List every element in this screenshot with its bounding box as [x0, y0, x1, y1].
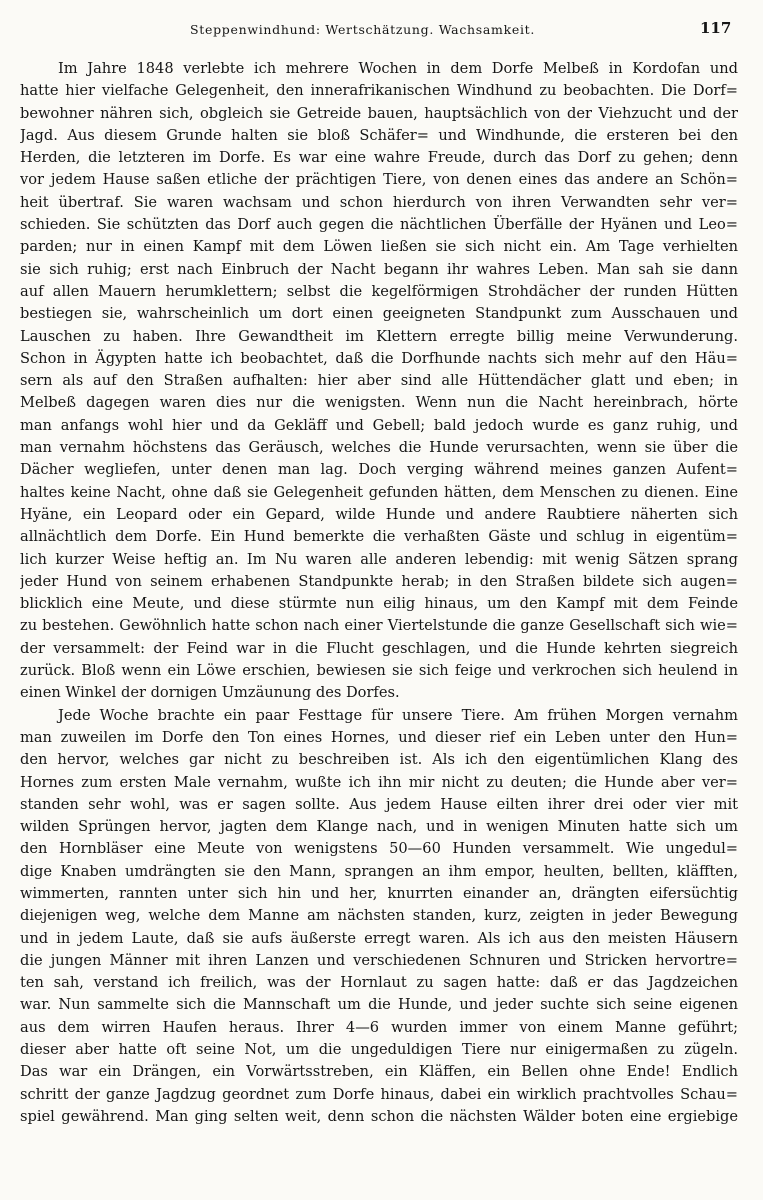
text-line: Schon in Ägypten hatte ich beobachtet, daß die Dorfhunde nachts sich mehr auf den Häu=	[20, 349, 738, 367]
page-header	[0, 0, 763, 50]
running-head: Steppenwindhund: Wertschätzung. Wachsamkeit.	[190, 22, 536, 37]
text-line: aus dem wirren Haufen heraus. Ihrer 4—6 wurden immer von einem Manne geführt;	[20, 1018, 738, 1036]
text-line: schritt der ganze Jagdzug geordnet zum Dorfe hinaus, dabei ein wirklich prachtvolles Schau=	[20, 1085, 738, 1103]
text-line: Dächer wegliefen, unter denen man lag. Doch verging während meines ganzen Aufent=	[20, 461, 738, 479]
text-line: blicklich eine Meute, und diese stürmte nun eilig hinaus, um den Kampf mit dem Feinde	[20, 595, 738, 613]
text-line: sern als auf den Straßen aufhalten: hier aber sind alle Hüttendächer glatt und eben; in	[20, 372, 738, 390]
text-line: auf allen Mauern herumklettern; selbst die kegelförmigen Strohdächer der runden Hütten	[20, 282, 738, 300]
text-line: Hyäne, ein Leopard oder ein Gepard, wilde Hunde und andere Raubtiere näherten sich	[20, 505, 738, 523]
text-line: haltes keine Nacht, ohne daß sie Gelegenheit gefunden hätten, dem Menschen zu dienen. Eine	[20, 483, 738, 501]
text-line: heit übertraf. Sie waren wachsam und schon hierdurch von ihren Verwandten sehr ver=	[20, 193, 738, 211]
text-line: den Hornbläser eine Meute von wenigstens 50—60 Hunden versammelt. Wie ungedul=	[20, 840, 738, 858]
text-line: man zuweilen im Dorfe den Ton eines Hornes, und dieser rief ein Leben unter den Hun=	[20, 728, 738, 746]
text-line: Im Jahre 1848 verlebte ich mehrere Wochen in dem Dorfe Melbeß in Kordofan und	[58, 60, 738, 77]
text-line: hatte hier vielfache Gelegenheit, den innerafrikanischen Windhund zu beobachten. Die Dorf=	[20, 82, 738, 100]
text-line: jeder Hund von seinem erhabenen Standpunkte herab; in den Straßen bildete sich augen=	[20, 572, 738, 590]
text-line: die jungen Männer mit ihren Lanzen und verschiedenen Schnuren und Stricken hervortre=	[20, 951, 738, 969]
text-line: Lauschen zu haben. Ihre Gewandtheit im Klettern erregte billig meine Verwunderung.	[20, 327, 738, 345]
page-number: 117	[700, 19, 732, 37]
text-line: dieser aber hatte oft seine Not, um die ungeduldigen Tiere nur einigermaßen zu zügeln.	[20, 1041, 738, 1059]
body-text	[20, 58, 738, 1128]
text-line: und in jedem Laute, daß sie aufs äußerste erregt waren. Als ich aus den meisten Häusern	[20, 929, 738, 947]
text-line: bewohner nähren sich, obgleich sie Getreide bauen, hauptsächlich von der Viehzucht und der	[20, 104, 738, 122]
text-line: lich kurzer Weise heftig an. Im Nu waren alle anderen lebendig: mit wenig Sätzen sprang	[20, 550, 738, 568]
text-line: spiel gewährend. Man ging selten weit, denn schon die nächsten Wälder boten eine ergiebige	[20, 1107, 738, 1125]
text-line: ten sah, verstand ich freilich, was der Hornlaut zu sagen hatte: daß er das Jagdzeichen	[20, 974, 738, 992]
text-line: der versammelt: der Feind war in die Flucht geschlagen, und die Hunde kehrten siegreich	[20, 639, 738, 657]
text-line: diejenigen weg, welche dem Manne am nächsten standen, kurz, zeigten in jeder Bewegung	[20, 907, 738, 925]
text-line: zu bestehen. Gewöhnlich hatte schon nach einer Viertelstunde die ganze Gesellschaft sich wie=	[20, 617, 738, 635]
text-line: Melbeß dagegen waren dies nur die wenigsten. Wenn nun die Nacht hereinbrach, hörte	[20, 394, 738, 412]
text-line: standen sehr wohl, was er sagen sollte. Aus jedem Hause eilten ihrer drei oder vier mit	[20, 795, 738, 813]
text-line: dige Knaben umdrängten sie den Mann, sprangen an ihm empor, heulten, bellten, kläfften,	[20, 862, 738, 880]
text-line: allnächtlich dem Dorfe. Ein Hund bemerkte die verhaßten Gäste und schlug in eigentüm=	[20, 528, 738, 546]
text-line: den hervor, welches gar nicht zu beschreiben ist. Als ich den eigentümlichen Klang des	[20, 751, 738, 769]
text-line: wimmerten, rannten unter sich hin und her, knurrten einander an, drängten eifersüchtig	[20, 884, 738, 902]
text-line: sie sich ruhig; erst nach Einbruch der Nacht begann ihr wahres Leben. Man sah sie dann	[20, 260, 738, 278]
text-line: Hornes zum ersten Male vernahm, wußte ich ihn mir nicht zu deuten; die Hunde aber ver=	[20, 773, 738, 791]
paragraph	[20, 58, 738, 705]
text-line: man vernahm höchstens das Geräusch, welches die Hunde verursachten, wenn sie über die	[20, 439, 738, 457]
text-line: vor jedem Hause saßen etliche der prächtigen Tiere, von denen eines das andere an Schön=	[20, 171, 738, 189]
text-line: war. Nun sammelte sich die Mannschaft um die Hunde, und jeder suchte sich seine eigenen	[20, 996, 738, 1014]
text-line: man anfangs wohl hier und da Gekläff und Gebell; bald jedoch wurde es ganz ruhig, und	[20, 416, 738, 434]
text-line: schieden. Sie schützten das Dorf auch gegen die nächtlichen Überfälle der Hyänen und Leo=	[20, 216, 738, 234]
paragraph	[20, 705, 738, 1129]
text-line: Herden, die letzteren im Dorfe. Es war eine wahre Freude, durch das Dorf zu gehen; denn	[20, 149, 738, 167]
text-line: Das war ein Drängen, ein Vorwärtsstreben, ein Kläffen, ein Bellen ohne Ende! Endlich	[20, 1063, 738, 1081]
text-line: einen Winkel der dornigen Umzäunung des Dorfes.	[20, 684, 400, 702]
text-line: bestiegen sie, wahrscheinlich um dort einen geeigneten Standpunkt zum Ausschauen und	[20, 305, 738, 323]
text-line: parden; nur in einen Kampf mit dem Löwen ließen sie sich nicht ein. Am Tage verhielten	[20, 238, 738, 256]
text-line: Jagd. Aus diesem Grunde halten sie bloß Schäfer= und Windhunde, die ersteren bei den	[20, 126, 738, 144]
text-line: zurück. Bloß wenn ein Löwe erschien, bewiesen sie sich feige und verkrochen sich heulend in	[20, 662, 738, 680]
text-line: wilden Sprüngen hervor, jagten dem Klange nach, und in wenigen Minuten hatte sich um	[20, 818, 738, 836]
text-line: Jede Woche brachte ein paar Festtage für unsere Tiere. Am frühen Morgen vernahm	[58, 706, 738, 724]
